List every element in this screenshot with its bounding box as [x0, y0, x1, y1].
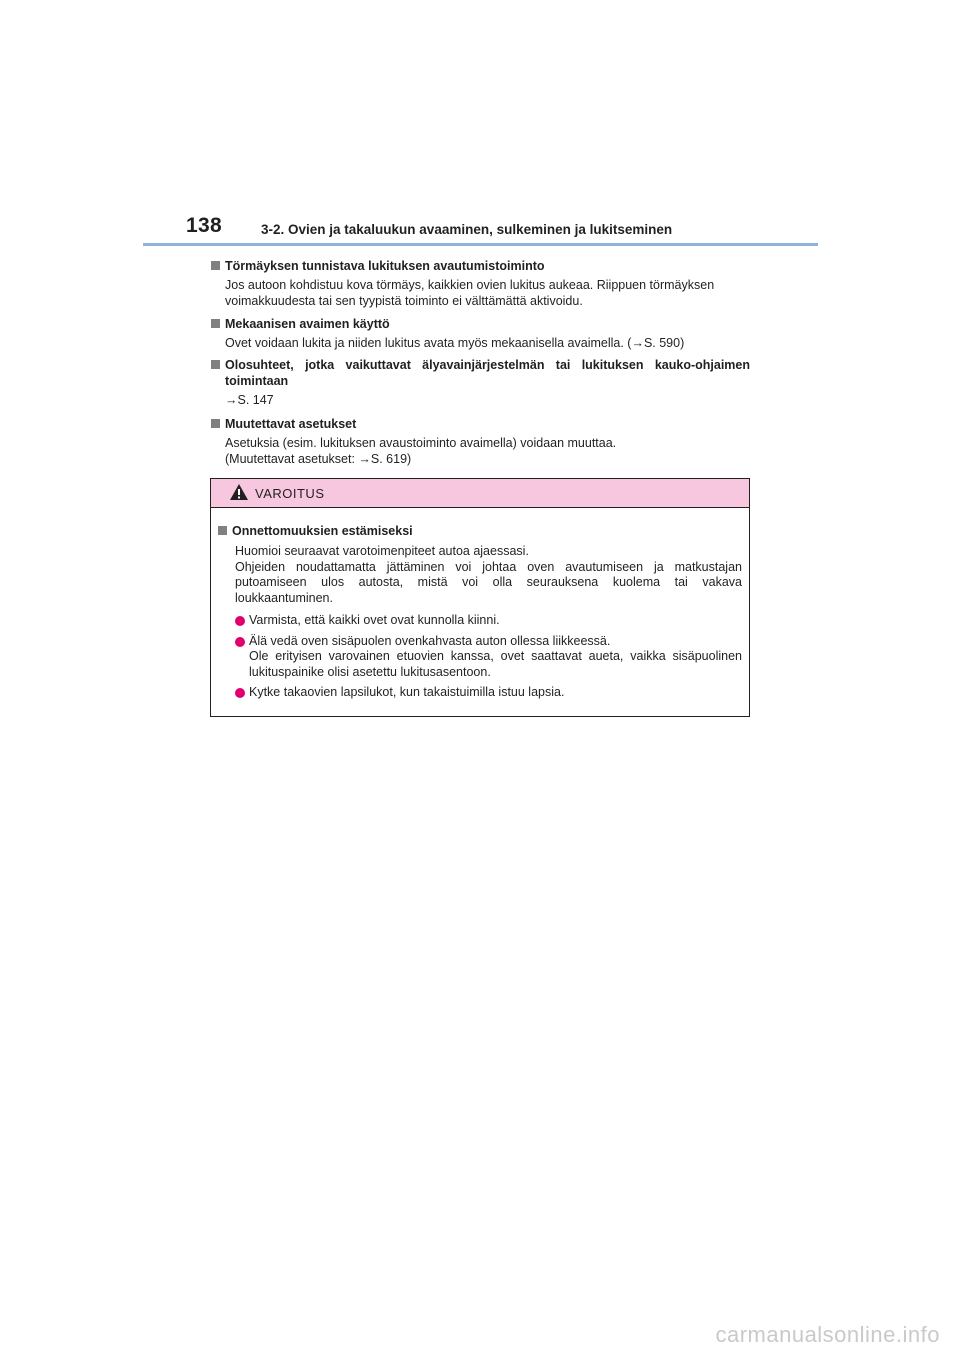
bullet-dot-icon — [235, 616, 245, 626]
watermark: carmanualsonline.info — [715, 1322, 940, 1347]
warning-label: VAROITUS — [255, 486, 325, 501]
section-crash-unlock — [210, 258, 750, 309]
body-line: (Muutettavat asetukset: →S. 619) — [225, 451, 412, 466]
bullet-dot-icon — [235, 688, 245, 698]
body-line: voimakkuudesta tai sen tyypistä toiminto ei välttämättä aktivoidu. — [225, 293, 583, 308]
section-customizable-settings — [210, 416, 750, 467]
square-bullet-icon — [211, 319, 220, 328]
warning-header — [211, 479, 749, 508]
body-line: Ovet voidaan lukita ja niiden lukitus avata myös mekaanisella avaimella. (→S. 590) — [225, 336, 685, 350]
page-number: 138 — [186, 214, 222, 237]
square-bullet-icon — [211, 360, 220, 369]
warning-body — [211, 523, 749, 701]
square-bullet-icon — [218, 526, 227, 535]
warning-bullet — [235, 685, 742, 701]
square-bullet-icon — [211, 419, 220, 428]
warning-triangle-icon — [229, 483, 249, 501]
page-reference-link[interactable]: →S. 147 — [225, 393, 274, 407]
section-conditions — [210, 357, 750, 409]
section-title: Mekaanisen avaimen käyttö — [225, 317, 390, 331]
section-mechanical-key — [210, 316, 750, 352]
bullet-line: Kytke takaovien lapsilukot, kun takaistuimilla istuu lapsia. — [249, 685, 565, 699]
section-title: Muutettavat asetukset — [225, 417, 357, 431]
warning-title: Onnettomuuksien estämiseksi — [232, 524, 413, 538]
bullet-line: Älä vedä oven sisäpuolen ovenkahvasta auton ollessa liikkeessä. — [249, 633, 611, 648]
square-bullet-icon — [211, 261, 220, 270]
section-body — [225, 278, 750, 309]
section-title: Törmäyksen tunnistava lukituksen avautumistoiminto — [225, 259, 545, 273]
section-body — [225, 436, 750, 467]
header-rule — [143, 243, 818, 246]
section-title: Olosuhteet, jotka vaikuttavat älyavainjärjestelmän tai lukituksen kauko-ohjaimen toimintaan — [225, 358, 750, 388]
warning-paragraph: Ohjeiden noudattamatta jättäminen voi johtaa oven avautumiseen ja matkustajan putoamiseen ulos autosta, mistä voi olla seurauksena kuolema tai vakava loukkaantuminen. — [235, 559, 742, 605]
page-header — [0, 0, 960, 250]
warning-bullet — [235, 613, 742, 629]
section-body — [225, 393, 750, 409]
warning-intro: Huomioi seuraavat varotoimenpiteet autoa ajaessasi. — [235, 544, 529, 558]
body-line: Jos autoon kohdistuu kova törmäys, kaikkien ovien lukitus aukeaa. Riippuen törmäyksen — [225, 278, 715, 292]
warning-text — [235, 544, 742, 606]
warning-bullet — [235, 634, 742, 681]
section-body — [225, 336, 750, 352]
body-line: Asetuksia (esim. lukituksen avaustoiminto avaimella) voidaan muuttaa. — [225, 436, 617, 450]
warning-box — [210, 478, 750, 717]
bullet-dot-icon — [235, 637, 245, 647]
chapter-title: 3-2. Ovien ja takaluukun avaaminen, sulkeminen ja lukitseminen — [261, 222, 673, 237]
bullet-line: Ole erityisen varovainen etuovien kanssa, ovet saattavat aueta, vaikka sisäpuolinen lukituspainike olisi asetettu lukitusasentoon. — [249, 649, 742, 679]
bullet-line: Varmista, että kaikki ovet ovat kunnolla kiinni. — [249, 613, 500, 627]
